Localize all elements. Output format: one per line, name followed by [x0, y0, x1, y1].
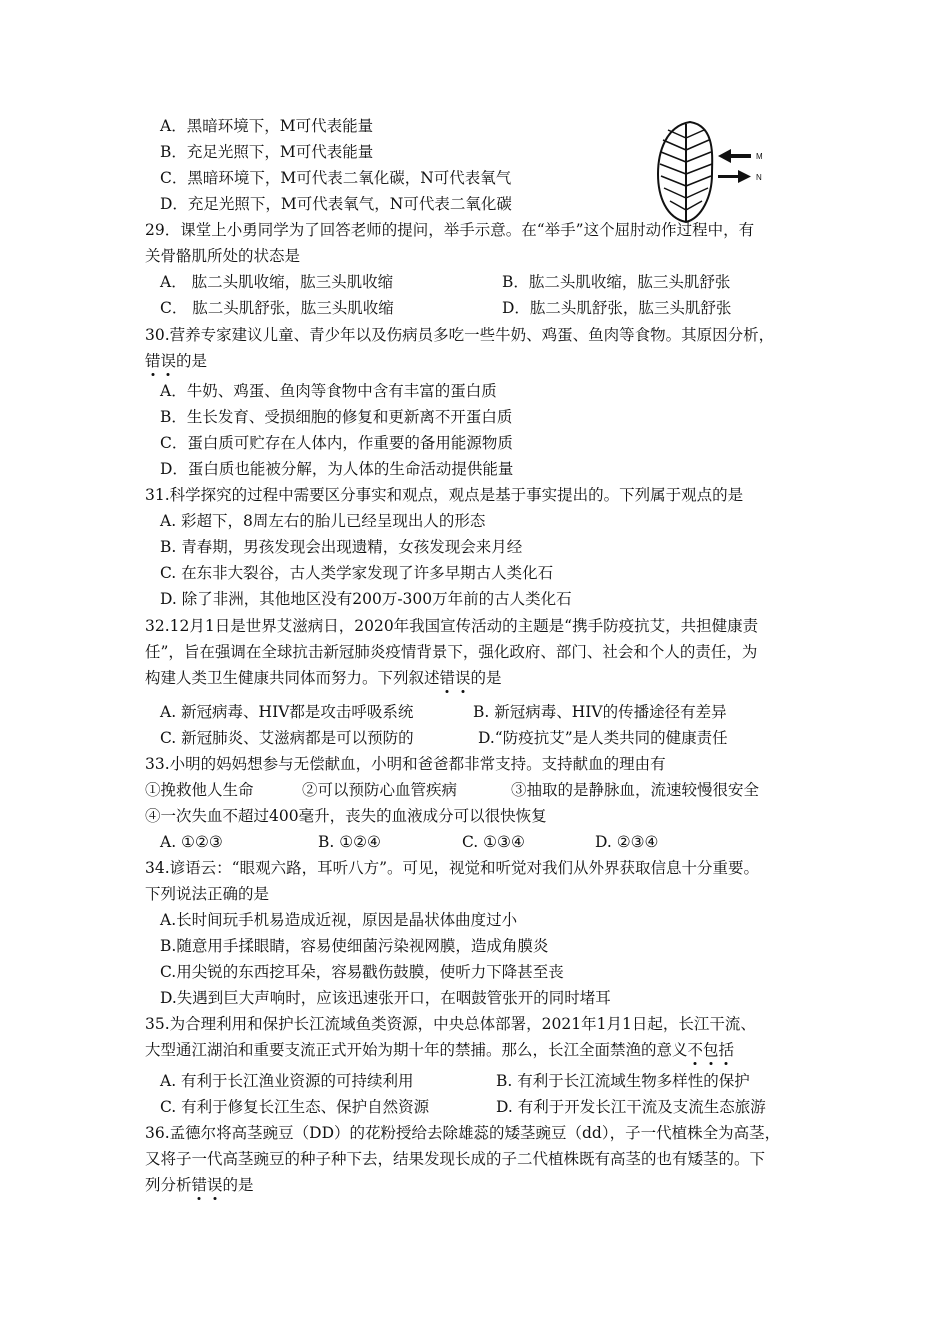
- q28-option-b: B．充足光照下，M可代表能量: [160, 143, 374, 161]
- q30-option-b: B．生长发育、受损细胞的修复和更新离不开蛋白质: [160, 408, 513, 426]
- q30-stem-line1: 30.营养专家建议儿童、青少年以及伤病员多吃一些牛奶、鸡蛋、鱼肉等食物。其原因分析，: [145, 326, 775, 344]
- q28-option-a: A．黑暗环境下，M可代表能量: [160, 117, 374, 135]
- q31-option-b: B. 青春期，男孩发现会出现遗精，女孩发现会来月经: [160, 538, 523, 556]
- q35-option-d: D. 有利于开发长江干流及支流生态旅游: [496, 1098, 766, 1116]
- q35-option-a: A. 有利于长江渔业资源的可持续利用: [160, 1072, 414, 1090]
- q33-option-d: D. ②③④: [595, 833, 659, 851]
- q34-option-c: C.用尖锐的东西挖耳朵，容易戳伤鼓膜，使听力下降甚至丧: [160, 963, 564, 981]
- q32-option-d: D.“防疫抗艾”是人类共同的健康责任: [478, 729, 728, 747]
- q33-reason-2: ②可以预防心血管疾病: [302, 781, 458, 799]
- q32-stem-line2: 任”，旨在强调在全球抗击新冠肺炎疫情背景下，强化政府、部门、社会和个人的责任，为: [145, 643, 758, 661]
- q36-stem-line3: 列分析错误的是: [145, 1176, 254, 1194]
- q28-option-c: C．黑暗环境下，M可代表二氧化碳，N可代表氧气: [160, 169, 512, 187]
- q29-option-b: B．肱二头肌收缩，肱三头肌舒张: [502, 273, 731, 291]
- q34-option-b: B.随意用手揉眼睛，容易使细菌污染视网膜，造成角膜炎: [160, 937, 549, 955]
- q29-option-c: C． 肱二头肌舒张，肱三头肌收缩: [160, 299, 394, 317]
- leaf-figure: [650, 118, 780, 224]
- q34-stem-line1: 34.谚语云：“眼观六路，耳听八方”。可见，视觉和听觉对我们从外界获取信息十分重要。: [145, 859, 760, 877]
- q36-stem-line1: 36.孟德尔将高茎豌豆（DD）的花粉授给去除雄蕊的矮茎豌豆（dd），子一代植株全为高茎，: [145, 1124, 781, 1142]
- q31-option-d: D. 除了非洲，其他地区没有200万-300万年前的古人类化石: [160, 590, 572, 608]
- q33-reason-4: ④一次失血不超过400毫升，丧失的血液成分可以很快恢复: [145, 807, 547, 825]
- q30-option-d: D．蛋白质也能被分解，为人体的生命活动提供能量: [160, 460, 514, 478]
- q33-stem: 33.小明的妈妈想参与无偿献血，小明和爸爸都非常支持。支持献血的理由有: [145, 755, 666, 773]
- q30-option-c: C．蛋白质可贮存在人体内，作重要的备用能源物质: [160, 434, 513, 452]
- q31-option-c: C. 在东非大裂谷，古人类学家发现了许多早期古人类化石: [160, 564, 554, 582]
- q33-option-c: C. ①③④: [462, 833, 525, 851]
- q29-option-a: A． 肱二头肌收缩，肱三头肌收缩: [160, 273, 394, 291]
- q35-stem-line2: 大型通江湖泊和重要支流正式开始为期十年的禁捕。那么，长江全面禁渔的意义不包括: [145, 1041, 735, 1059]
- q35-stem-line1: 35.为合理利用和保护长江流域鱼类资源，中央总体部署，2021年1月1日起，长江干流、: [145, 1015, 756, 1033]
- label-n: N: [756, 173, 762, 182]
- q31-stem: 31.科学探究的过程中需要区分事实和观点，观点是基于事实提出的。下列属于观点的是: [145, 486, 744, 504]
- q33-reason-3: ③抽取的是静脉血，流速较慢很安全: [511, 781, 760, 799]
- q35-option-b: B. 有利于长江流域生物多样性的保护: [496, 1072, 750, 1090]
- q33-option-a: A. ①②③: [160, 833, 223, 851]
- q32-stem-line1: 32.12月1日是世界艾滋病日，2020年我国宣传活动的主题是“携手防疫抗艾，共担健康责: [145, 617, 759, 635]
- q35-option-c: C. 有利于修复长江生态、保护自然资源: [160, 1098, 430, 1116]
- q33-reason-1: ①挽救他人生命: [145, 781, 254, 799]
- q34-option-a: A.长时间玩手机易造成近视，原因是晶状体曲度过小: [160, 911, 518, 929]
- q36-stem-line2: 又将子一代高茎豌豆的种子种下去，结果发现长成的子二代植株既有高茎的也有矮茎的。下: [145, 1150, 766, 1168]
- q32-option-c: C. 新冠肺炎、艾滋病都是可以预防的: [160, 729, 414, 747]
- q34-stem-line2: 下列说法正确的是: [145, 885, 270, 903]
- q34-option-d: D.失遇到巨大声响时，应该迅速张开口，在咽鼓管张开的同时堵耳: [160, 989, 611, 1007]
- q30-stem-line2: 错误的是: [145, 352, 208, 370]
- q33-option-b: B. ①②④: [318, 833, 381, 851]
- q32-stem-line3: 构建人类卫生健康共同体而努力。下列叙述错误的是: [145, 669, 502, 687]
- arrow-n: [718, 170, 751, 183]
- q31-option-a: A. 彩超下，8周左右的胎儿已经呈现出人的形态: [160, 512, 486, 530]
- q29-stem-line1: 29．课堂上小勇同学为了回答老师的提问，举手示意。在“举手”这个屈肘动作过程中，有: [145, 221, 755, 239]
- q32-option-a: A. 新冠病毒、HIV都是攻击呼吸系统: [160, 703, 414, 721]
- q32-option-b: B. 新冠病毒、HIV的传播途径有差异: [473, 703, 727, 721]
- q30-option-a: A．牛奶、鸡蛋、鱼肉等食物中含有丰富的蛋白质: [160, 382, 497, 400]
- label-m: M: [756, 152, 763, 161]
- q29-option-d: D．肱二头肌舒张，肱三头肌舒张: [502, 299, 732, 317]
- q28-option-d: D．充足光照下，M可代表氧气，N可代表二氧化碳: [160, 195, 512, 213]
- arrow-m: [718, 149, 751, 163]
- q29-stem-line2: 关骨骼肌所处的状态是: [145, 247, 301, 265]
